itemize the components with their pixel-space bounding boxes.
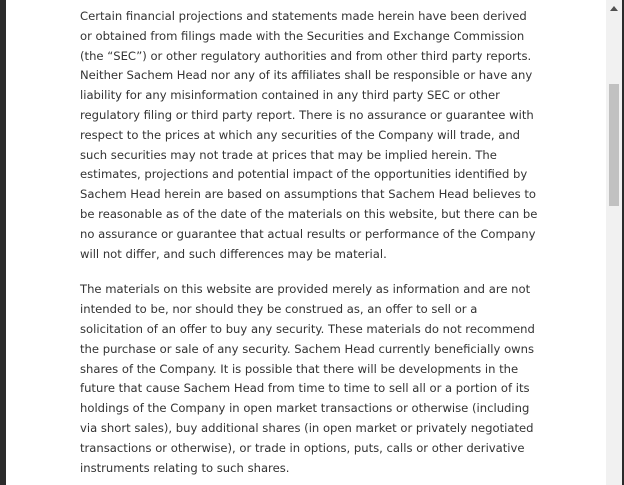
scroll-up-arrow-icon (610, 6, 618, 11)
scroll-thumb[interactable] (609, 84, 619, 206)
disclaimer-content (80, 7, 540, 485)
disclaimer-paragraph-2: The materials on this website are provided merely as information and are not intended to be, nor should they be construed as, an offer to sell or a solicitation of an offer to buy any security. These materials do not recommend the purchase or sale of any security. Sachem Head currently beneficially owns shares of the Company. It is possible that there will be developments in the future that cause Sachem Head from time to time to sell all or a portion of its holdings of the Company in open market transactions or otherwise (including via short sales), buy additional shares (in open market or privately negotiated transactions or otherwise), or trade in options, puts, calls or other derivative instruments relating to such shares. (80, 282, 535, 475)
scroll-up-button[interactable] (606, 0, 622, 16)
disclaimer-modal (6, 0, 622, 485)
disclaimer-paragraph-1: Certain financial projections and statements made herein have been derived or obtained from filings made with the Securities and Exchange Commission (the “SEC”) or other regulatory authorities and from other third party reports. Neither Sachem Head nor any of its affiliates shall be responsible or have any liability for any misinformation contained in any third party SEC or other regulatory filing or third party report. There is no assurance or guarantee with respect to the prices at which any securities of the Company will trade, and such securities may not trade at prices that may be implied herein. The estimates, projections and potential impact of the opportunities identified by Sachem Head herein are based on assumptions that Sachem Head believes to be reasonable as of the date of the materials on this website, but there can be no assurance or guarantee that actual results or performance of the Company will not differ, and such differences may be material. (80, 9, 538, 261)
vertical-scrollbar[interactable] (606, 0, 622, 485)
